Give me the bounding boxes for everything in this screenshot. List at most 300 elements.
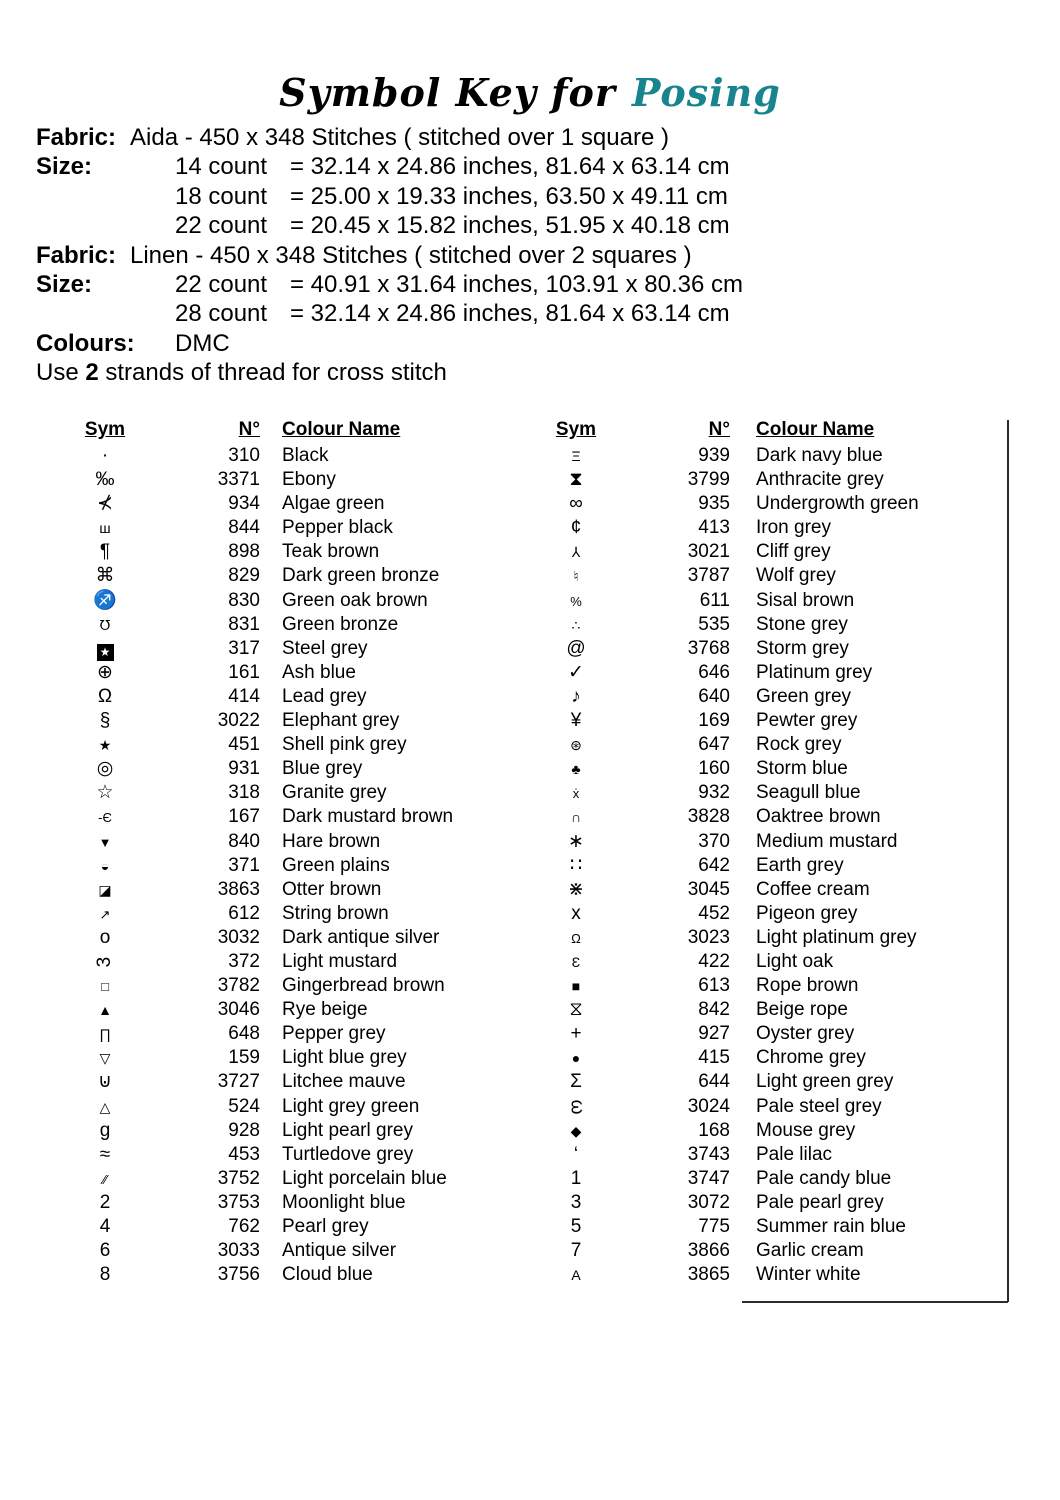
count-value: 22 count [175,212,268,240]
number-cell: 3768 [687,637,730,659]
symbol-cell [552,492,600,516]
number-cell: 3371 [217,469,260,491]
symbol-cell [80,516,130,540]
colour-name-cell: Mouse grey [756,1119,856,1141]
table-row [80,589,530,613]
fabric-value: Aida - 450 x 348 Stitches ( stitched over 1 square ) [130,124,669,151]
table-row [552,540,1002,564]
number-cell: 3828 [687,806,730,828]
stitch-symbol: o [99,926,111,948]
size-line-2a [36,270,1026,299]
stitch-symbol: ⊕ [97,661,113,683]
stitch-symbol: 4 [99,1216,111,1237]
symbol-cell [552,998,600,1022]
number-cell: 415 [698,1047,730,1069]
symbol-cell [552,1167,600,1191]
symbol-cell [552,805,600,829]
colour-name-cell: Pepper black [282,517,393,539]
number-cell: 452 [698,902,730,924]
colour-name-cell: Light oak [756,950,834,972]
colour-name-cell: Beige rope [756,999,848,1021]
stitch-symbol: 7 [570,1240,582,1262]
stitch-symbol: 1 [570,1167,582,1189]
number-cell: 3787 [687,565,730,587]
stitch-symbol: ¢ [570,517,582,539]
table-row [552,1070,1002,1094]
number-cell: 3743 [687,1143,730,1165]
symbol-cell [552,926,600,950]
number-cell: 453 [228,1143,260,1165]
table-row [80,781,530,805]
symbol-cell [552,854,600,878]
table-row [552,1167,1002,1191]
number-column-header: N° [708,419,730,440]
colour-name-cell: Stone grey [756,613,848,635]
colour-name-cell: Garlic cream [756,1240,864,1262]
stitch-symbol: x [571,902,581,924]
colour-name-cell: Pewter grey [756,710,858,732]
dimensions-value: = 32.14 x 24.86 inches, 81.64 x 63.14 cm [290,300,730,328]
table-row [80,613,530,637]
stitch-symbol: ⊛ [570,737,582,754]
symbol-cell [552,564,600,588]
table-right-border [1007,420,1009,1302]
symbol-cell [552,709,600,733]
number-column-header: N° [238,419,260,440]
table-row [80,1095,530,1119]
symbol-cell [552,1070,600,1094]
symbol-cell [552,878,600,902]
table-row [552,685,1002,709]
table-header [552,418,1002,444]
table-row [80,950,530,974]
dimensions-value: = 40.91 x 31.64 inches, 103.91 x 80.36 cm [290,270,743,298]
number-cell: 168 [698,1119,730,1141]
number-cell: 524 [228,1095,260,1117]
number-cell: 648 [228,1023,260,1045]
table-row [80,444,530,468]
symbol-cell [552,1119,600,1143]
colour-name-cell: Lead grey [282,685,367,707]
table-row [80,685,530,709]
colour-name-cell: Light pearl grey [282,1119,413,1141]
symbol-cell [80,468,130,492]
stitch-symbol: ★ [97,644,114,661]
colour-name-cell: Light porcelain blue [282,1167,447,1189]
symbol-cell [80,1191,130,1215]
colour-name-column-header: Colour Name [756,419,875,440]
colour-name-cell: Winter white [756,1264,861,1286]
stitch-symbol: ⊀ [97,493,113,515]
colour-name-cell: Otter brown [282,878,382,900]
number-cell: 317 [228,637,260,659]
table-row [80,1070,530,1094]
colour-name-cell: Sisal brown [756,589,855,611]
page-title-main: Symbol Key for [279,70,616,115]
symbol-cell [80,564,130,588]
colour-name-cell: Hare brown [282,830,381,852]
fabric-label: Fabric: [36,241,117,269]
colour-name-cell: Gingerbread brown [282,975,445,997]
stitch-symbol: 8 [99,1264,111,1286]
number-cell: 927 [698,1023,730,1045]
stitch-symbol: ∞ [569,493,583,515]
symbol-cell [552,974,600,998]
table-row [80,733,530,757]
stitch-symbol: + [570,1023,582,1045]
symbol-key-column-right [552,418,1002,1287]
number-cell: 3752 [217,1167,260,1189]
symbol-cell [80,589,130,613]
table-rows-left [80,444,530,1287]
stitch-symbol: ∷ [569,854,583,876]
colour-name-cell: Light platinum grey [756,926,917,948]
table-row [552,854,1002,878]
number-cell: 3863 [217,878,260,900]
table-row [552,637,1002,661]
fabric-line-1 [36,123,1026,152]
stitch-symbol: Ω [97,685,113,707]
symbol-cell [80,757,130,781]
symbol-cell [552,781,600,805]
table-row [552,902,1002,926]
colour-name-cell: Summer rain blue [756,1216,906,1237]
number-cell: 159 [228,1047,260,1069]
number-cell: 831 [228,613,260,635]
stitch-symbol: ■ [571,978,581,995]
number-cell: 932 [698,782,730,804]
size-line-2b [36,299,1026,328]
table-row [80,805,530,829]
size-line-1b [36,182,1026,211]
colours-line [36,329,1026,358]
stitch-symbol: 2 [99,1191,111,1213]
colour-name-cell: Light mustard [282,950,398,972]
colour-name-cell: Wolf grey [756,565,836,587]
stitch-symbol: 5 [570,1216,582,1237]
stitch-symbol: ▼ [98,834,112,850]
table-row [552,1215,1002,1239]
stitch-symbol: ▽ [99,1050,111,1067]
table-row [80,854,530,878]
colour-name-cell: Granite grey [282,782,387,804]
symbol-cell [80,1215,130,1239]
symbol-cell [552,468,600,492]
stitch-symbol: ✓ [568,661,584,683]
symbol-cell [552,1022,600,1046]
stitch-symbol: -Є [98,810,112,826]
colour-name-cell: Chrome grey [756,1047,866,1069]
table-row [552,1263,1002,1287]
stitch-symbol: ẋ [572,786,580,802]
table-row [552,1095,1002,1119]
table-row [552,492,1002,516]
number-cell: 3023 [687,926,730,948]
colour-name-cell: Antique silver [282,1240,397,1262]
number-cell: 3782 [217,975,260,997]
number-cell: 840 [228,830,260,852]
table-row [552,468,1002,492]
stitch-symbol: ♐ [93,589,117,611]
number-cell: 939 [698,445,730,466]
table-row [80,1263,530,1287]
symbol-cell [80,709,130,733]
number-cell: 3032 [217,926,260,948]
stitch-symbol: ★ [98,737,112,754]
stitch-symbol: □ [101,979,109,995]
colour-name-cell: Black [282,445,329,466]
colour-name-cell: Steel grey [282,637,368,659]
colour-name-cell: Green plains [282,854,390,876]
fabric-value: Linen - 450 x 348 Stitches ( stitched over 2 squares ) [130,241,692,269]
colour-name-cell: Coffee cream [756,878,870,900]
symbol-cell [552,902,600,926]
stitch-symbol: ⧗ [569,469,583,491]
table-row [80,1239,530,1263]
symbol-cell [80,637,130,661]
table-row [552,878,1002,902]
symbol-cell [80,781,130,805]
number-cell: 451 [228,734,260,756]
number-cell: 169 [698,710,730,732]
sym-column-header: Sym [555,419,597,440]
table-row [80,926,530,950]
table-row [80,757,530,781]
table-rows-right [552,444,1002,1287]
table-row [80,1215,530,1239]
stitch-symbol: · [101,445,109,466]
colour-name-cell: Oaktree brown [756,806,881,828]
symbol-cell [552,1095,600,1119]
stitch-symbol: ▲ [98,1002,112,1019]
table-row [80,1191,530,1215]
sym-column-header: Sym [84,419,126,440]
symbol-cell [80,878,130,902]
table-row [552,1239,1002,1263]
number-cell: 647 [698,734,730,756]
symbol-cell [552,1215,600,1239]
symbol-cell [552,950,600,974]
symbol-cell [80,1263,130,1287]
colour-name-cell: Dark antique silver [282,926,440,948]
colour-name-cell: Pigeon grey [756,902,858,924]
table-header [80,418,530,444]
number-cell: 842 [698,999,730,1021]
colour-name-cell: Blue grey [282,758,363,780]
stitch-symbol: ‰ [95,469,115,491]
number-cell: 370 [698,830,730,852]
dimensions-value: = 20.45 x 15.82 inches, 51.95 x 40.18 cm [290,212,730,240]
symbol-cell [80,1167,130,1191]
number-cell: 161 [228,661,260,683]
colour-name-cell: Rock grey [756,734,842,756]
table-row [552,998,1002,1022]
symbol-cell [80,492,130,516]
colour-name-cell: Dark mustard brown [282,806,454,828]
stitch-symbol: ⋇ [568,878,584,900]
symbol-cell [80,685,130,709]
strands-prefix: Use [36,359,86,387]
colour-name-cell: Seagull blue [756,782,861,804]
strands-suffix: strands of thread for cross stitch [98,359,447,387]
dimensions-value: = 32.14 x 24.86 inches, 81.64 x 63.14 cm [290,153,730,181]
number-cell: 372 [228,950,260,972]
number-cell: 3727 [217,1071,260,1093]
table-row [552,564,1002,588]
stitch-symbol: ⌘ [95,565,115,587]
stitch-symbol: ш [99,520,111,537]
number-cell: 3046 [217,999,260,1021]
stitch-symbol: Ɛ [571,953,581,970]
symbol-cell [552,830,600,854]
symbol-cell [80,444,130,468]
size-line-1c [36,211,1026,240]
symbol-cell [552,613,600,637]
colour-name-cell: Litchee mauve [282,1071,406,1093]
colours-value: DMC [175,329,230,357]
number-cell: 898 [228,541,260,563]
colour-name-cell: Green grey [756,685,852,707]
symbol-cell [552,1263,600,1287]
colour-name-cell: Algae green [282,493,385,515]
colour-name-cell: Anthracite grey [756,469,884,491]
symbol-cell [80,830,130,854]
colour-name-cell: Teak brown [282,541,380,563]
table-row [552,1022,1002,1046]
table-row [552,926,1002,950]
table-row [80,709,530,733]
table-row [80,1143,530,1167]
number-cell: 642 [698,854,730,876]
colour-name-cell: Green bronze [282,613,399,635]
stitch-symbol: ≈ [99,1143,111,1165]
table-row [80,468,530,492]
symbol-cell [552,1191,600,1215]
stitch-symbol: ∩ [570,809,582,826]
fabric-line-2 [36,241,1026,270]
colour-name-cell: Moonlight blue [282,1191,406,1213]
table-row [552,589,1002,613]
symbol-cell [552,1143,600,1167]
page-title [0,70,1060,115]
number-cell: 844 [228,517,260,539]
stitch-symbol: 3 [570,1191,582,1213]
symbol-cell [552,685,600,709]
table-row [552,661,1002,685]
stitch-symbol: ⅄ [571,544,581,561]
stitch-symbol: 3 [93,956,115,968]
colour-name-cell: Turtledove grey [282,1143,414,1165]
table-row [80,1119,530,1143]
colour-name-cell: Storm grey [756,637,849,659]
colour-name-cell: Rye beige [282,999,368,1021]
table-row [552,1119,1002,1143]
colour-name-cell: Pale steel grey [756,1095,882,1117]
symbol-cell [80,1022,130,1046]
table-row [80,998,530,1022]
stitch-symbol: ω [566,1099,588,1114]
colour-name-cell: Light green grey [756,1071,894,1093]
table-row [552,516,1002,540]
table-row [80,661,530,685]
table-row [552,757,1002,781]
table-row [80,1022,530,1046]
number-cell: 829 [228,565,260,587]
symbol-cell [80,1070,130,1094]
symbol-cell [80,733,130,757]
colour-name-cell: Platinum grey [756,661,873,683]
number-cell: 414 [228,685,260,707]
number-cell: 3747 [687,1167,730,1189]
number-cell: 3021 [687,541,730,563]
table-row [80,516,530,540]
number-cell: 775 [698,1216,730,1237]
colour-name-cell: Pearl grey [282,1216,369,1237]
stitch-symbol: @ [566,637,586,659]
size-line-1a [36,152,1026,181]
symbol-cell [80,926,130,950]
colour-name-cell: Cloud blue [282,1264,373,1286]
symbol-cell [80,1119,130,1143]
symbol-cell [80,805,130,829]
table-row [80,492,530,516]
symbol-cell [552,1046,600,1070]
stitch-symbol: ◆ [570,1122,582,1139]
table-row [552,444,1002,468]
table-row [80,878,530,902]
table-row [552,1046,1002,1070]
colour-name-cell: Pale lilac [756,1143,833,1165]
colour-name-cell: Earth grey [756,854,844,876]
colour-name-cell: Iron grey [756,517,831,539]
count-value: 18 count [175,182,268,210]
colour-name-cell: Storm blue [756,758,848,780]
number-cell: 3799 [687,469,730,491]
stitch-symbol: ◒ [100,857,110,874]
colour-name-column-header: Colour Name [282,419,401,440]
table-row [80,902,530,926]
stitch-symbol: ● [571,1050,581,1067]
table-row [80,540,530,564]
number-cell: 167 [228,806,260,828]
symbol-cell [80,950,130,974]
colour-name-cell: Medium mustard [756,830,898,852]
symbol-cell [80,661,130,685]
stitch-symbol: ◎ [96,758,114,780]
stitch-symbol: ¶ [99,541,111,563]
colour-name-cell: Green oak brown [282,589,428,611]
symbol-cell [552,733,600,757]
symbol-key-column-left [80,418,530,1287]
number-cell: 310 [228,445,260,466]
page-title-accent: Posing [631,70,781,115]
stitch-symbol: ¥ [570,710,582,732]
symbol-cell [552,757,600,781]
count-value: 28 count [175,300,268,328]
number-cell: 318 [228,782,260,804]
stitch-symbol: g [99,1119,111,1141]
number-cell: 535 [698,613,730,635]
table-row [80,1167,530,1191]
number-cell: 935 [698,493,730,515]
colour-name-cell: Pale pearl grey [756,1191,884,1213]
colour-name-cell: String brown [282,902,389,924]
strands-count: 2 [85,359,99,387]
table-row [80,974,530,998]
stitch-symbol: ∗ [568,830,584,852]
symbol-cell [552,661,600,685]
number-cell: 160 [698,758,730,780]
